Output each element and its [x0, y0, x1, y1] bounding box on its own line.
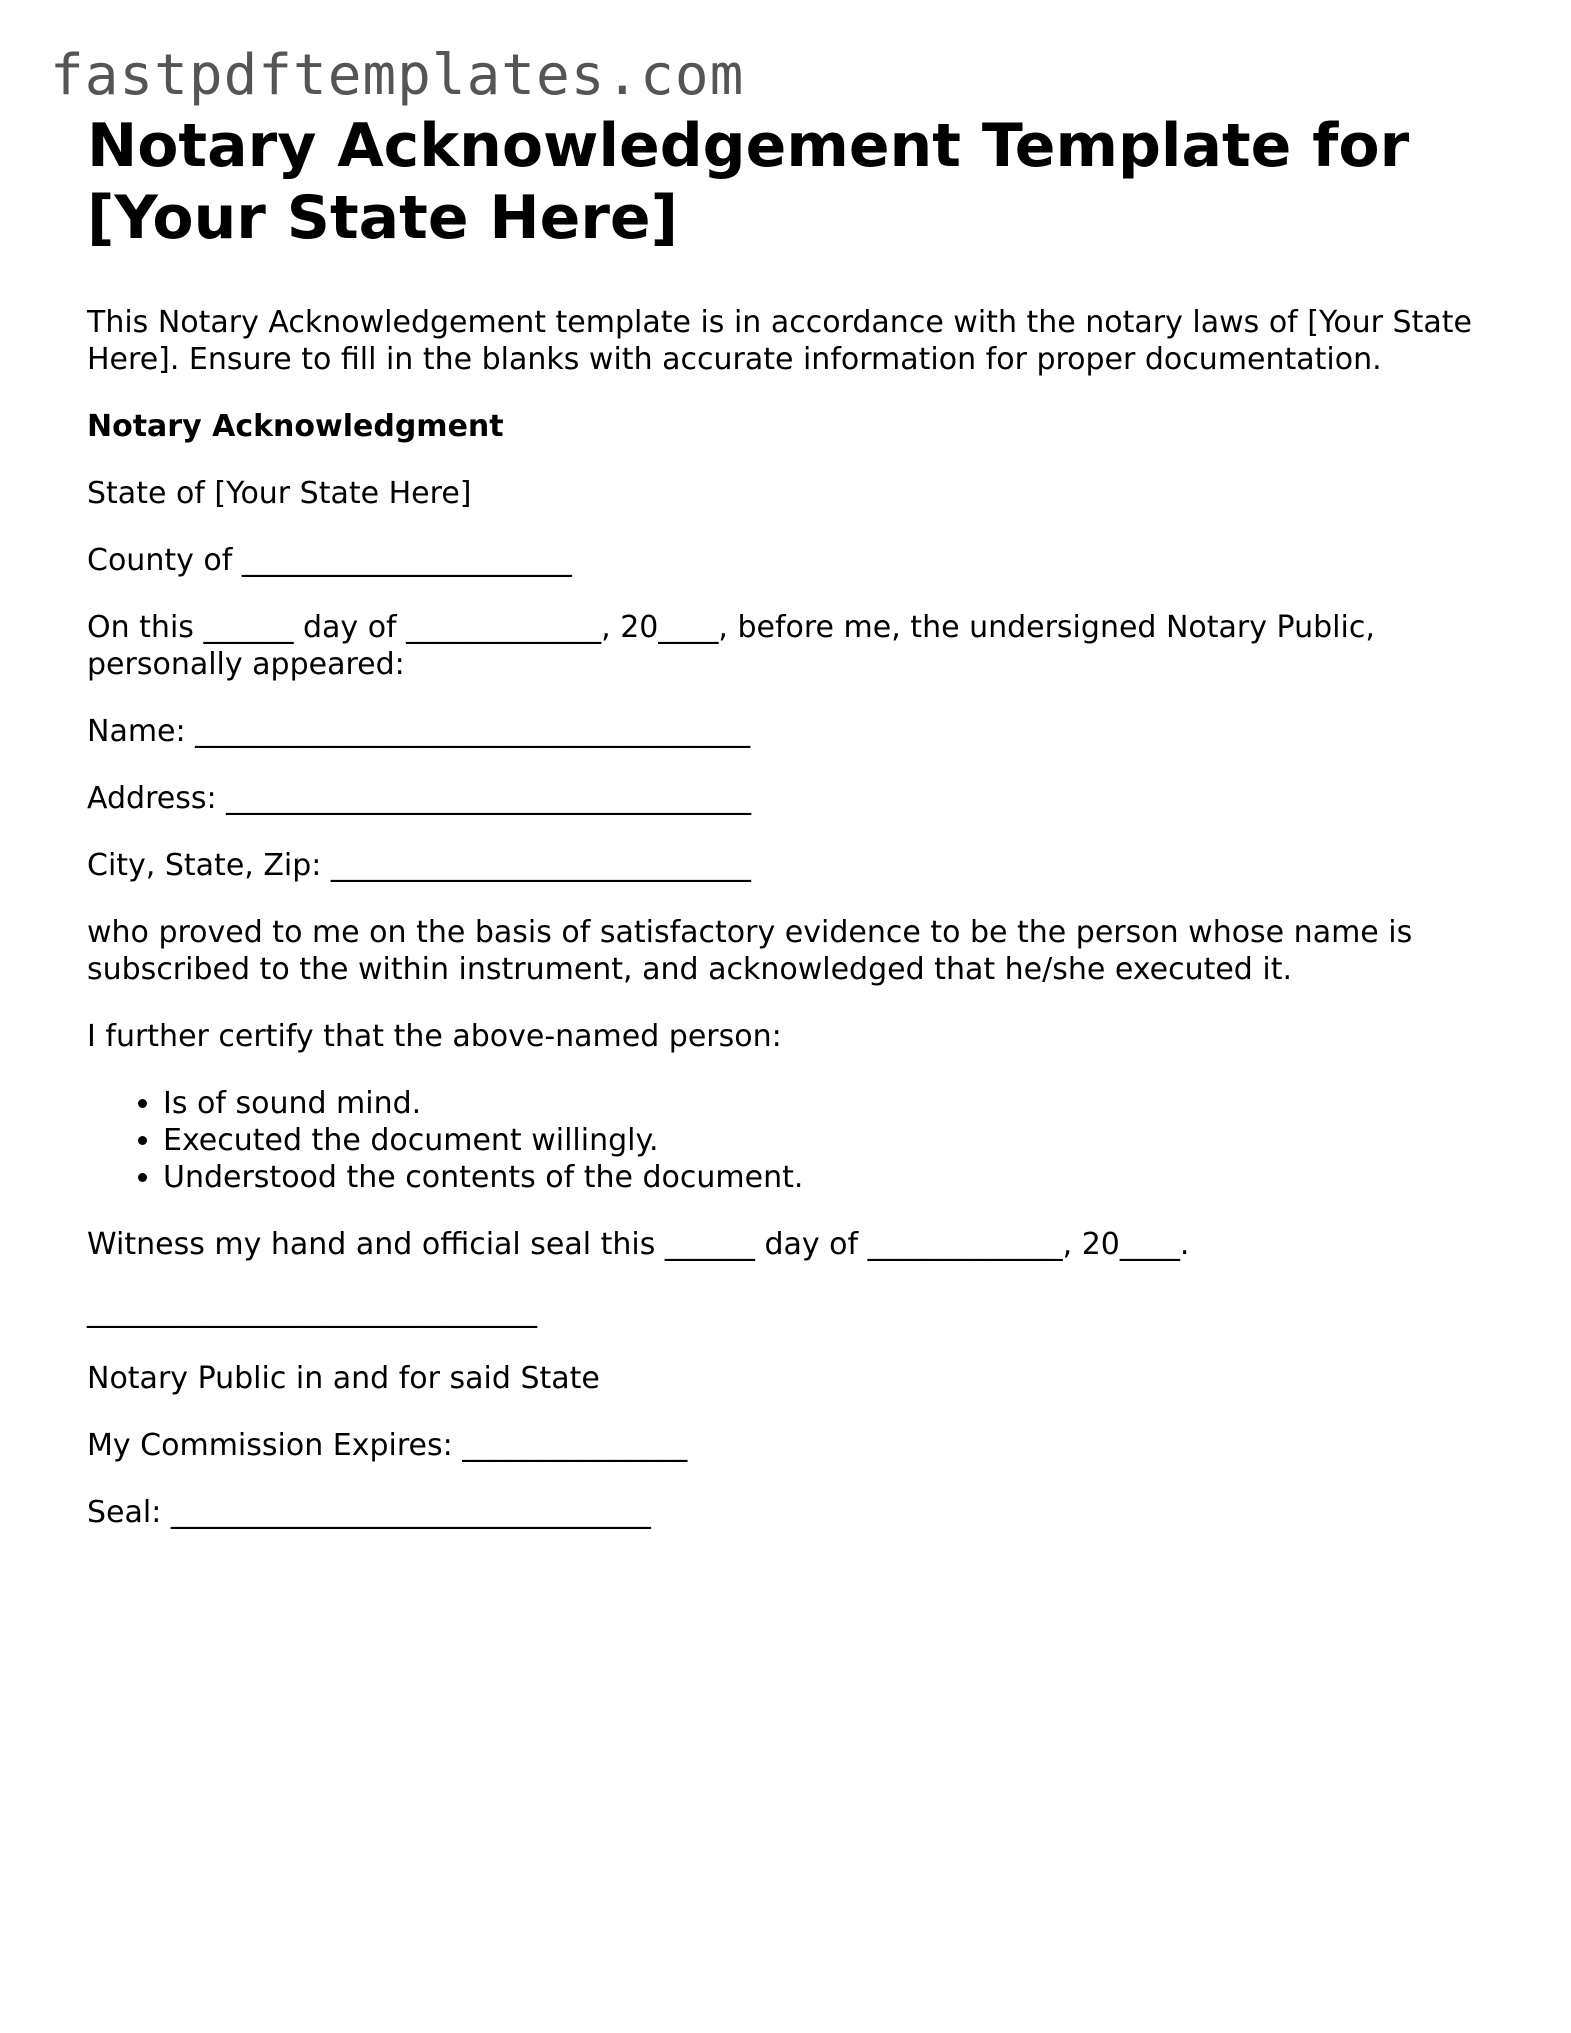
signature-line: ______________________________: [87, 1294, 537, 1329]
notary-title-label: Notary Public in and for said State: [87, 1361, 600, 1396]
county-field: County of ______________________: [87, 543, 572, 578]
proof-statement: who proved to me on the basis of satisfactory evidence to be the person whose name is subscribed to the within instrument, and acknowledged that he/she executed it.: [87, 915, 1413, 987]
witness-date-line: Witness my hand and official seal this ______ day of _____________, 20____.: [87, 1227, 1190, 1262]
document-body: [87, 110, 1497, 1531]
list-item: • Executed the document willingly.: [163, 1122, 1497, 1159]
certify-list: [87, 1085, 1497, 1196]
address-field: Address: ___________________________________: [87, 781, 752, 816]
city-state-zip-field: City, State, Zip: ____________________________: [87, 848, 751, 883]
name-field: Name: _____________________________________: [87, 714, 751, 749]
intro-paragraph: This Notary Acknowledgement template is in accordance with the notary laws of [Your State Here]. Ensure to fill in the blanks with accurate information for proper documentation.: [87, 305, 1472, 377]
list-item: • Is of sound mind.: [163, 1085, 1497, 1122]
list-item: • Understood the contents of the document.: [163, 1159, 1497, 1196]
appearance-date-line: On this ______ day of _____________, 20____, before me, the undersigned Notary Public, personally appeared:: [87, 610, 1375, 682]
commission-expires-field: My Commission Expires: _______________: [87, 1428, 688, 1463]
section-heading: Notary Acknowledgment: [87, 409, 504, 444]
watermark-text: fastpdftemplates.com: [50, 43, 745, 108]
document-title: Notary Acknowledgement Template for [Your State Here]: [87, 111, 1410, 253]
seal-field: Seal: ________________________________: [87, 1495, 651, 1530]
certify-intro: I further certify that the above-named person:: [87, 1019, 782, 1054]
state-line: State of [Your State Here]: [87, 476, 472, 511]
